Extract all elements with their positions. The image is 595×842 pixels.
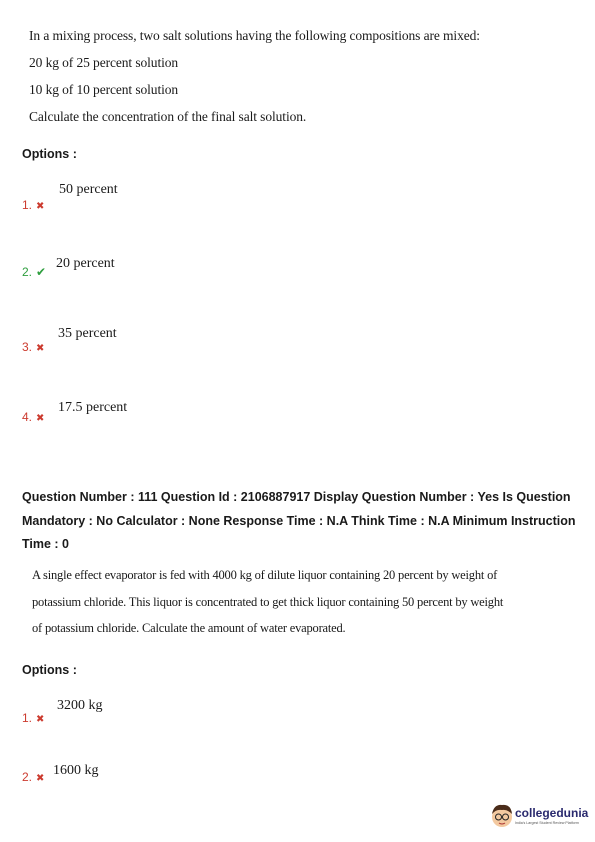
question-line: potassium chloride. This liquor is concentrated to get thick liquor containing 50 percent by weight (32, 595, 504, 609)
option-text: 35 percent (58, 326, 117, 341)
question-line: In a mixing process, two salt solutions having the following compositions are mixed: (29, 28, 480, 43)
option-text: 1600 kg (53, 763, 99, 778)
question-line: 10 kg of 10 percent solution (29, 82, 179, 97)
cross-icon: ✖ (36, 714, 45, 725)
cross-icon: ✖ (36, 413, 45, 424)
question-line: 20 kg of 25 percent solution (29, 55, 179, 70)
option-number: 1. ✖ (22, 198, 45, 212)
cross-icon: ✖ (36, 343, 45, 354)
option-text: 17.5 percent (58, 400, 128, 415)
options-label: Options : (22, 663, 77, 677)
options-label: Options : (22, 147, 77, 161)
question-line: A single effect evaporator is fed with 4000 kg of dilute liquor containing 20 percent by weight of (32, 568, 498, 582)
option-number: 4. ✖ (22, 410, 45, 424)
mascot-icon (490, 802, 514, 830)
question-metadata: Question Number : 111 Question Id : 2106887917 Display Question Number : Yes Is Question Mandatory : No Calculator : None Response Time : N.A Think Time : N.A Minimum Instruction Time : 0 (22, 490, 576, 551)
option-text: 20 percent (56, 256, 115, 271)
option-number: 3. ✖ (22, 340, 45, 354)
option-number: 2. ✔ (22, 265, 47, 279)
brand-tagline: India's Largest Student Review Platform (515, 821, 579, 825)
cross-icon: ✖ (36, 201, 45, 212)
cross-icon: ✖ (36, 773, 45, 784)
check-icon: ✔ (36, 265, 47, 279)
option-text: 50 percent (59, 182, 118, 197)
option-number: 2. ✖ (22, 770, 45, 784)
option-text: 3200 kg (57, 698, 103, 713)
option-number: 1. ✖ (22, 711, 45, 725)
question-line: Calculate the concentration of the final salt solution. (29, 109, 307, 124)
question-line: of potassium chloride. Calculate the amount of water evaporated. (32, 621, 346, 635)
brand-name: collegedunia (515, 806, 589, 820)
collegedunia-logo (490, 800, 590, 832)
